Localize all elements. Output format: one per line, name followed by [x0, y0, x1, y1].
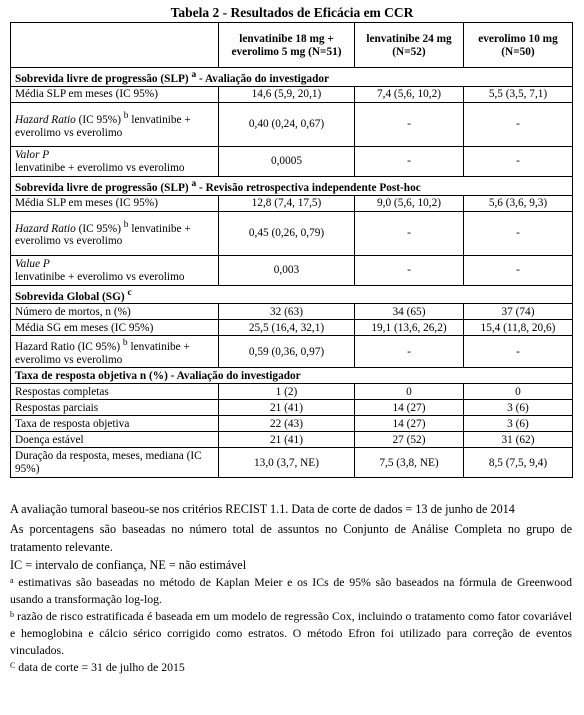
section-row: [11, 176, 573, 195]
header-col2: lenvatinibe 24 mg (N=52): [355, 23, 464, 68]
cell-value: 7,5 (3,8, NE): [355, 448, 464, 478]
cell-value: 5,6 (3,6, 9,3): [464, 195, 573, 211]
cell-value: -: [355, 102, 464, 146]
table-row: [11, 320, 573, 336]
cell-value: -: [355, 146, 464, 176]
table-row: [11, 102, 573, 146]
cell-value: -: [464, 336, 573, 368]
cell-value: 0,40 (0,24, 0,67): [219, 102, 355, 146]
row-label: Taxa de resposta objetiva: [11, 416, 219, 432]
footnote-a: $^a$ estimativas são baseadas no método de Kaplan Meier e os ICs de 95% são baseados na fórmula de Greenwood usando a transformação log-log.: [10, 575, 572, 606]
table-row: [11, 400, 573, 416]
table-row: [11, 146, 573, 176]
section2-heading: Sobrevida livre de progressão (SLP) $^a$ - Revisão retrospectiva independente Post-hoc: [11, 176, 573, 195]
note-percentages: As porcentagens são baseadas no número total de assuntos no Conjunto de Análise Completa no grupo de tratamento relevante.: [10, 522, 572, 554]
cell-value: 13,0 (3,7, NE): [219, 448, 355, 478]
cell-value: 5,5 (3,5, 7,1): [464, 86, 573, 102]
cell-value: 0,45 (0,26, 0,79): [219, 211, 355, 255]
row-label: Número de mortos, n (%): [11, 304, 219, 320]
table-row: [11, 195, 573, 211]
cell-value: 31 (62): [464, 432, 573, 448]
cell-value: 14,6 (5,9, 20,1): [219, 86, 355, 102]
row-label: Média SLP em meses (IC 95%): [11, 195, 219, 211]
cell-value: 0: [355, 384, 464, 400]
cell-value: -: [355, 336, 464, 368]
cell-value: -: [464, 211, 573, 255]
cell-value: 14 (27): [355, 400, 464, 416]
cell-value: 3 (6): [464, 400, 573, 416]
table-row: [11, 255, 573, 285]
table-row: [11, 336, 573, 368]
table-row: [11, 304, 573, 320]
note-recist: A avaliação tumoral baseou-se nos critérios RECIST 1.1. Data de corte de dados = 13 de junho de 2014: [10, 502, 515, 516]
table-row: [11, 416, 573, 432]
cell-value: 14 (27): [355, 416, 464, 432]
section3-heading: Sobrevida Global (SG) $^c$: [11, 285, 573, 304]
footnotes: [10, 500, 572, 676]
cell-value: 25,5 (16,4, 32,1): [219, 320, 355, 336]
row-label: Duração da resposta, meses, mediana (IC 95%): [11, 448, 219, 478]
cell-value: 0: [464, 384, 573, 400]
header-col3: everolimo 10 mg (N=50): [464, 23, 573, 68]
section-row: [11, 68, 573, 87]
cell-value: -: [464, 146, 573, 176]
section4-heading: Taxa de resposta objetiva n (%) - Avaliação do investigador: [11, 368, 573, 384]
row-label: Respostas parciais: [11, 400, 219, 416]
note-abbreviations: IC = intervalo de confiança, NE = não estimável: [10, 558, 247, 572]
cell-value: 15,4 (11,8, 20,6): [464, 320, 573, 336]
cell-value: 32 (63): [219, 304, 355, 320]
cell-value: -: [355, 211, 464, 255]
cell-value: 37 (74): [464, 304, 573, 320]
table-row: [11, 384, 573, 400]
table-row: [11, 448, 573, 478]
cell-value: 8,5 (7,5, 9,4): [464, 448, 573, 478]
cell-value: -: [464, 255, 573, 285]
cell-value: 7,4 (5,6, 10,2): [355, 86, 464, 102]
cell-value: -: [464, 102, 573, 146]
row-label: Hazard Ratio (IC 95%) $^b$ lenvatinibe + everolimo vs everolimo: [11, 211, 219, 255]
row-label: Doença estável: [11, 432, 219, 448]
cell-value: 21 (41): [219, 432, 355, 448]
row-label: Média SG em meses (IC 95%): [11, 320, 219, 336]
cell-value: 22 (43): [219, 416, 355, 432]
cell-value: 9,0 (5,6, 10,2): [355, 195, 464, 211]
header-empty-cell: [11, 23, 219, 68]
cell-value: 0,003: [219, 255, 355, 285]
cell-value: 21 (41): [219, 400, 355, 416]
cell-value: 19,1 (13,6, 26,2): [355, 320, 464, 336]
cell-value: 27 (52): [355, 432, 464, 448]
header-row: [11, 23, 573, 68]
table-row: [11, 86, 573, 102]
row-label: Hazard Ratio (IC 95%) $^b$ lenvatinibe + everolimo vs everolimo: [11, 102, 219, 146]
cell-value: 12,8 (7,4, 17,5): [219, 195, 355, 211]
table-row: [11, 211, 573, 255]
footnote-b: $^b$ razão de risco estratificada é baseada em um modelo de regressão Cox, incluindo o tratamento como fator covariável e hemoglobina e cálcio sérico corrigido como estratos. O método Efron foi utilizado para correção de eventos vinculados.: [10, 609, 572, 657]
row-label: Value P lenvatinibe + everolimo vs everolimo: [11, 255, 219, 285]
table-row: [11, 432, 573, 448]
header-col1: lenvatinibe 18 mg + everolimo 5 mg (N=51): [219, 23, 355, 68]
row-label: Valor P lenvatinibe + everolimo vs everolimo: [11, 146, 219, 176]
table-title: Tabela 2 - Resultados de Eficácia em CCR: [170, 5, 414, 20]
cell-value: 34 (65): [355, 304, 464, 320]
row-label: Média SLP em meses (IC 95%): [11, 86, 219, 102]
row-label: Hazard Ratio (IC 95%) $^b$ lenvatinibe + everolimo vs everolimo: [11, 336, 219, 368]
section-row: [11, 285, 573, 304]
cell-value: 0,59 (0,36, 0,97): [219, 336, 355, 368]
cell-value: 0,0005: [219, 146, 355, 176]
cell-value: 1 (2): [219, 384, 355, 400]
footnote-c: $^C$ data de corte = 31 de julho de 2015: [10, 660, 185, 674]
section1-heading: Sobrevida livre de progressão (SLP) $^a$ - Avaliação do investigador: [11, 68, 573, 87]
cell-value: 3 (6): [464, 416, 573, 432]
efficacy-table: [10, 22, 573, 478]
row-label: Respostas completas: [11, 384, 219, 400]
cell-value: -: [355, 255, 464, 285]
section-row: [11, 368, 573, 384]
